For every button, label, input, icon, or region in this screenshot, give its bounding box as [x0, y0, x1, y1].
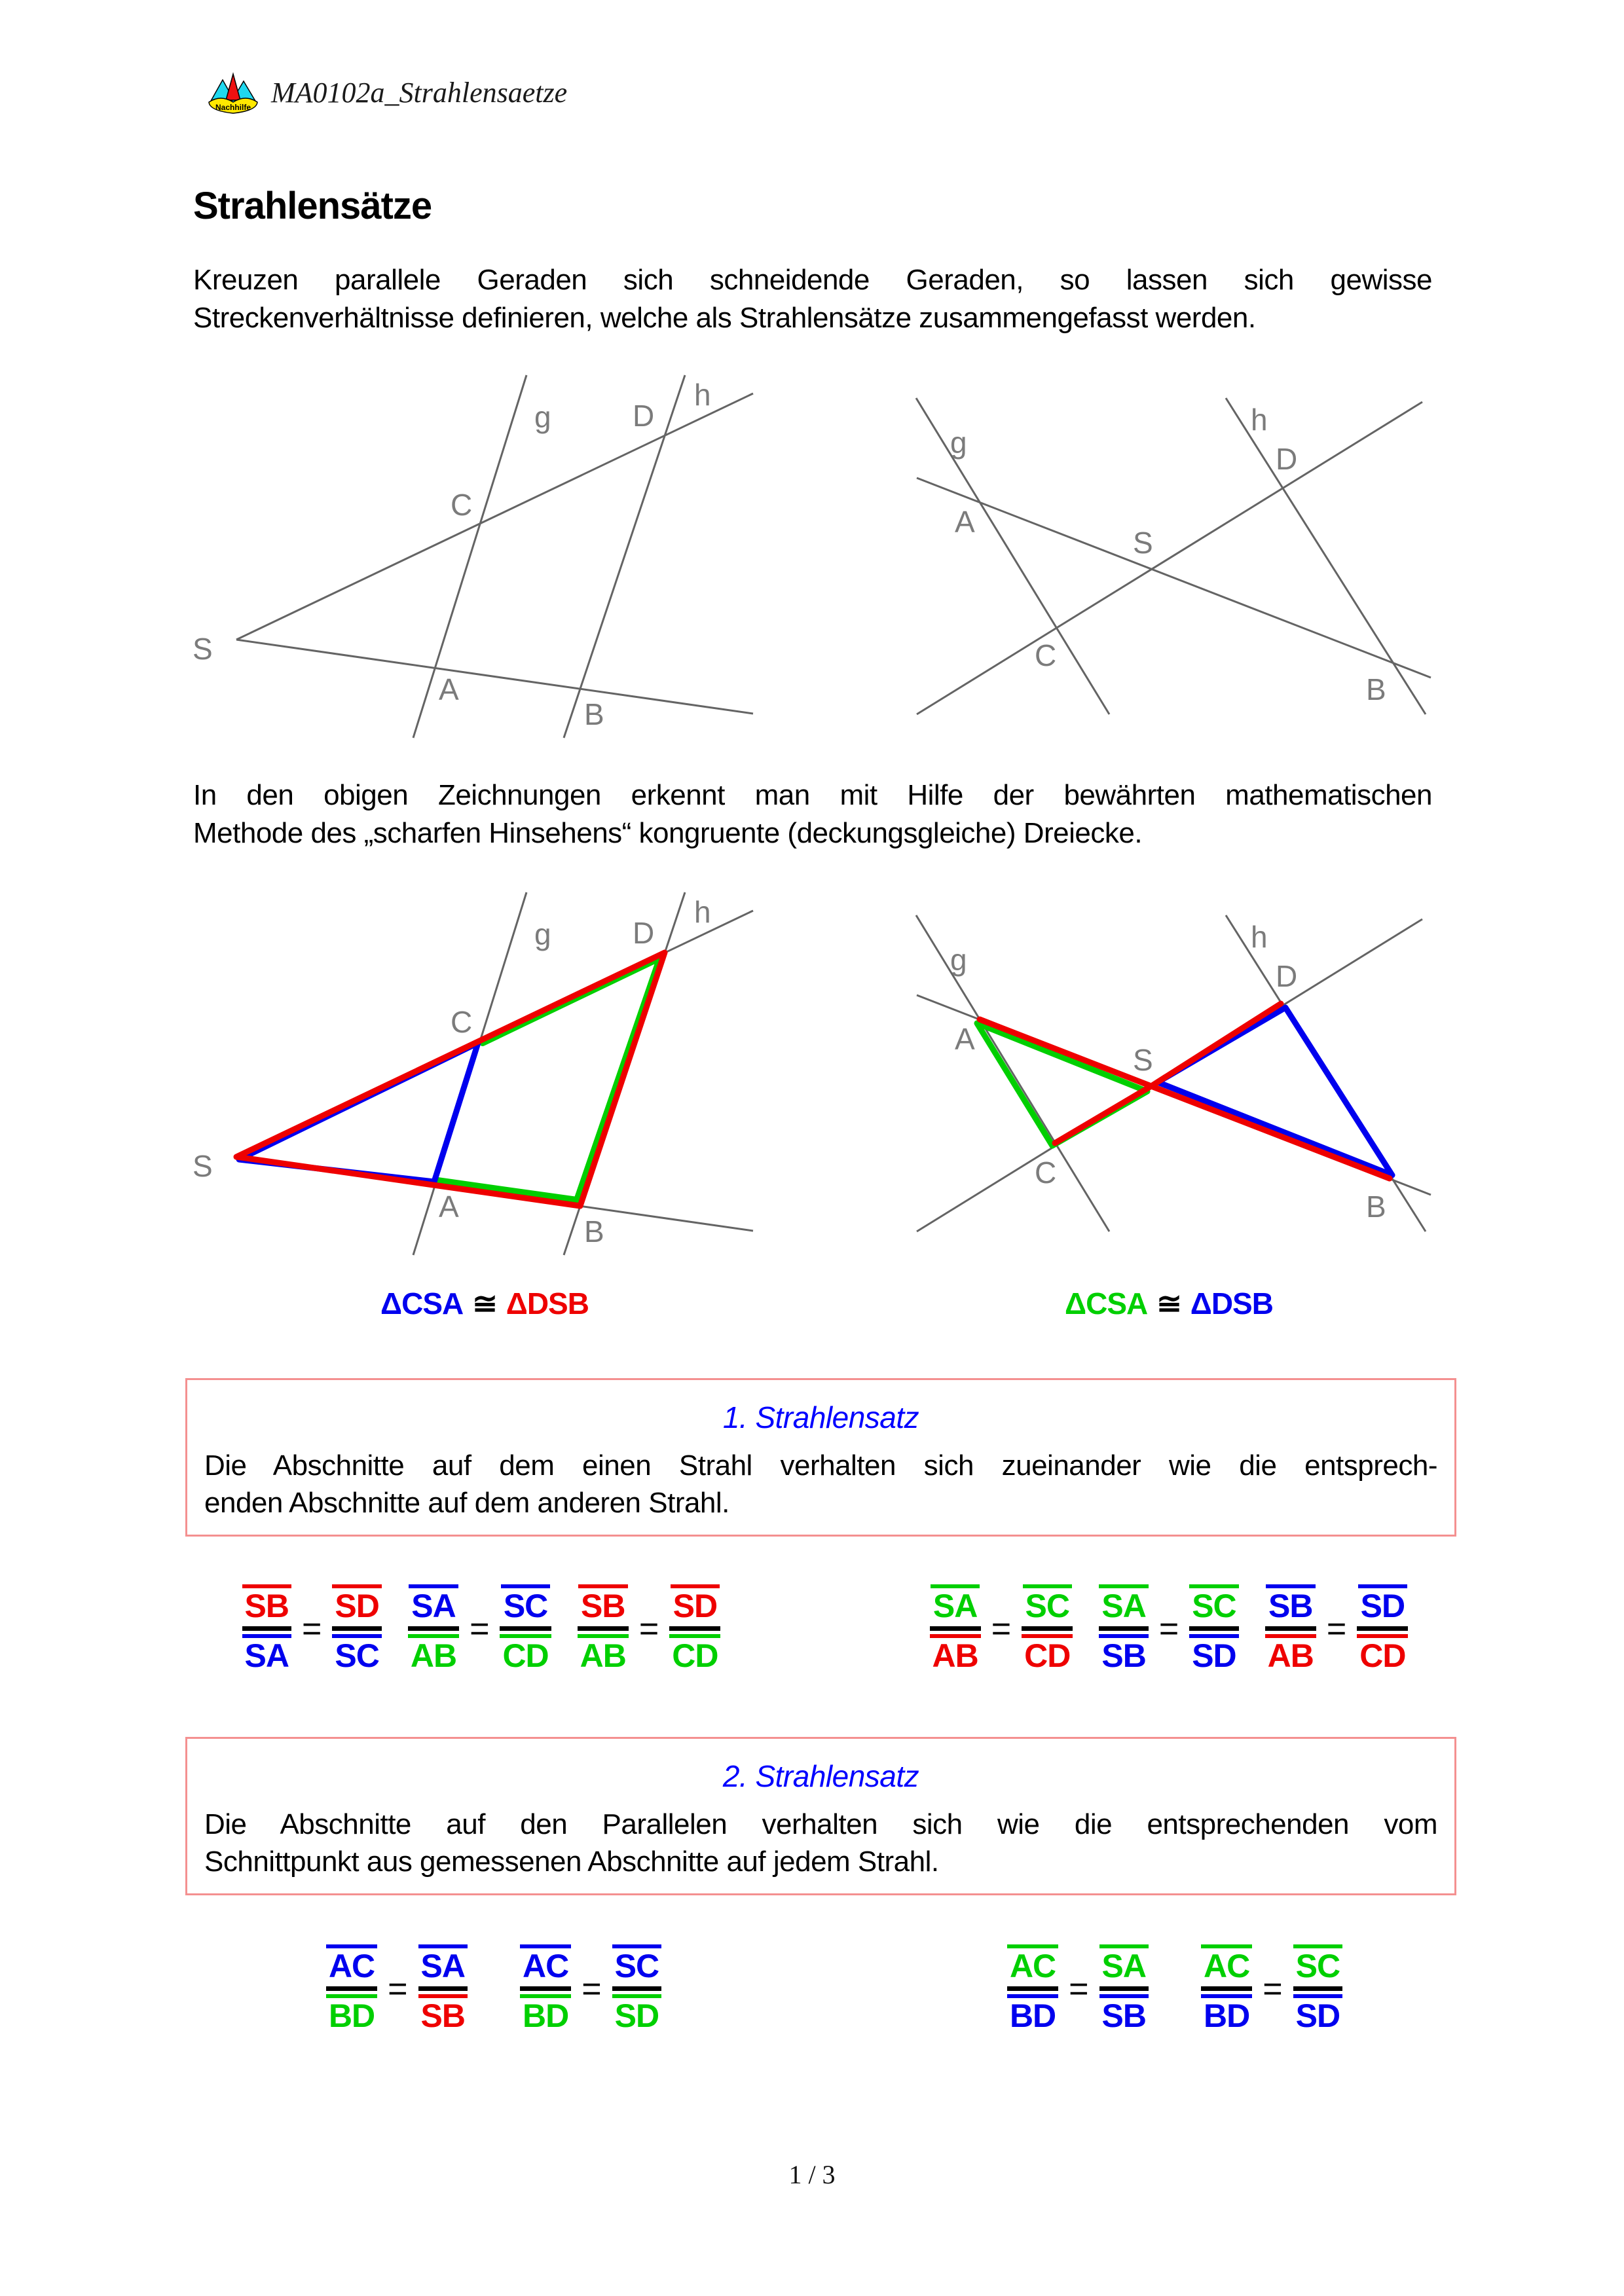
observation-line-1: In den obigen Zeichnungen erkennt man mit Hilfe der bewährten mathematischen: [193, 779, 1432, 811]
label-S: S: [1133, 1043, 1153, 1077]
proportion-equation: [326, 1944, 468, 2033]
theorem-1-line-2: enden Abschnitte auf dem anderen Strahl.: [204, 1487, 729, 1519]
congruence-term: ΔCSA: [380, 1286, 464, 1321]
label-C: C: [451, 1005, 473, 1039]
fraction-bar: [332, 1626, 381, 1631]
fraction-numerator: SD: [332, 1584, 381, 1623]
formula-row-1-left: [216, 1584, 747, 1673]
fraction-bar: [1022, 1626, 1073, 1631]
observation-paragraph: [193, 776, 1432, 852]
logo-text: Nachhilfe: [215, 103, 251, 112]
label-D: D: [633, 399, 655, 433]
red-triangle-SDB: [236, 953, 665, 1206]
segment-fraction: [408, 1584, 459, 1673]
header-doc-id: MA0102a_Strahlensaetze: [271, 77, 568, 109]
fraction-bar: [242, 1626, 291, 1631]
fraction-bar: [1007, 1986, 1058, 1991]
fraction-bar: [1357, 1626, 1408, 1631]
fraction-denominator: AB: [930, 1634, 981, 1673]
fraction-denominator: SC: [332, 1634, 381, 1673]
diagram-lines: [236, 892, 753, 1255]
fraction-denominator: SD: [612, 1994, 661, 2033]
fraction-numerator: SB: [578, 1584, 627, 1623]
equals-sign: =: [388, 1969, 408, 2008]
theorem-box-2: [185, 1737, 1456, 1895]
fraction-numerator: SC: [612, 1944, 661, 1983]
fraction-bar: [1201, 1986, 1252, 1991]
fraction-denominator: CD: [1357, 1634, 1408, 1673]
intro-line-2: Streckenverhältnisse definieren, welche als Strahlensätze zusammengefasst werden.: [193, 302, 1256, 334]
label-B: B: [584, 697, 604, 731]
blue-triangle-DSB: [1158, 1008, 1392, 1175]
proportion-equation: [1007, 1944, 1149, 2033]
theorem-2-body: [204, 1806, 1437, 1880]
label-g: g: [950, 426, 967, 460]
theorem-1-line-1: Die Abschnitte auf dem einen Strahl verhalten sich zueinander wie die entsprech-: [204, 1449, 1437, 1482]
segment-fraction: [1099, 1944, 1149, 2033]
diagram-rays-colored: [170, 874, 773, 1267]
proportion-equation: [578, 1584, 721, 1673]
fraction-numerator: SC: [1189, 1584, 1238, 1623]
diagram-lines: [236, 375, 753, 738]
label-B: B: [1366, 1190, 1386, 1224]
fraction-denominator: BD: [1201, 1994, 1252, 2033]
equals-sign: =: [581, 1969, 602, 2008]
fraction-numerator: AC: [520, 1944, 571, 1983]
label-h: h: [1251, 403, 1268, 437]
theorem-1-body: [204, 1447, 1437, 1522]
label-A: A: [439, 672, 459, 706]
segment-fraction: [578, 1584, 629, 1673]
fraction-denominator: AB: [408, 1634, 459, 1673]
segment-fraction: [1099, 1584, 1148, 1673]
diagram-rays-plain: [170, 357, 773, 750]
segment-fraction: [1357, 1584, 1408, 1673]
fraction-bar: [408, 1626, 459, 1631]
segment-fraction: [1293, 1944, 1342, 2033]
fraction-bar: [326, 1986, 377, 1991]
fraction-bar: [520, 1986, 571, 1991]
fraction-numerator: SC: [501, 1584, 550, 1623]
segment-fraction: [612, 1944, 661, 2033]
fraction-numerator: SB: [1266, 1584, 1315, 1623]
label-D: D: [1276, 959, 1298, 993]
fraction-numerator: SD: [671, 1584, 720, 1623]
equals-sign: =: [1263, 1969, 1283, 2008]
segment-fraction: [500, 1584, 551, 1673]
fraction-numerator: SD: [1358, 1584, 1407, 1623]
segment-fraction: [332, 1584, 381, 1673]
congruence-caption-right: [972, 1286, 1365, 1321]
fraction-denominator: SB: [1099, 1994, 1149, 2033]
label-A: A: [955, 505, 975, 539]
segment-fraction: [242, 1584, 291, 1673]
fraction-denominator: CD: [500, 1634, 551, 1673]
fraction-bar: [612, 1986, 661, 1991]
fraction-denominator: CD: [1022, 1634, 1073, 1673]
fraction-denominator: SD: [1189, 1634, 1238, 1673]
proportion-equation: [1099, 1584, 1238, 1673]
equals-sign: =: [991, 1609, 1012, 1648]
proportion-equation: [408, 1584, 551, 1673]
fraction-bar: [500, 1626, 551, 1631]
green-triangle-ASC: [977, 1023, 1147, 1146]
congruence-term: ≅: [472, 1286, 497, 1321]
formula-row-2-left: [229, 1944, 759, 2033]
equals-sign: =: [1158, 1609, 1179, 1648]
label-S: S: [1133, 526, 1153, 560]
fraction-numerator: SA: [1099, 1944, 1149, 1983]
fraction-bar: [1189, 1626, 1238, 1631]
theorem-1-title: 1. Strahlensatz: [722, 1400, 919, 1434]
segment-fraction: [930, 1584, 981, 1673]
congruence-term: ΔDSB: [1190, 1286, 1273, 1321]
proportion-equation: [520, 1944, 661, 2033]
fraction-denominator: AB: [1265, 1634, 1316, 1673]
formula-row-1-right: [904, 1584, 1434, 1673]
fraction-bar: [930, 1626, 981, 1631]
label-D: D: [633, 916, 655, 950]
segment-fraction: [1201, 1944, 1252, 2033]
segment-fraction: [669, 1584, 720, 1673]
fraction-numerator: SC: [1293, 1944, 1342, 1983]
equals-sign: =: [638, 1609, 659, 1648]
fraction-denominator: SB: [1099, 1634, 1148, 1673]
intro-paragraph: [193, 261, 1432, 337]
segment-fraction: [520, 1944, 571, 2033]
fraction-denominator: SB: [418, 1994, 468, 2033]
congruence-term: ≅: [1156, 1286, 1181, 1321]
fraction-numerator: SA: [409, 1584, 458, 1623]
label-h: h: [694, 895, 711, 929]
segment-fraction: [326, 1944, 377, 2033]
page-title: Strahlensätze: [193, 185, 432, 227]
proportion-equation: [1265, 1584, 1409, 1673]
page-number: 1 / 3: [788, 2160, 836, 2189]
fraction-numerator: AC: [1007, 1944, 1058, 1983]
fraction-numerator: SB: [242, 1584, 291, 1623]
label-C: C: [1035, 1156, 1057, 1190]
label-h: h: [694, 378, 711, 412]
label-C: C: [1035, 638, 1057, 672]
nachhilfe-logo-icon: [207, 72, 259, 115]
congruence-term: ΔDSB: [506, 1286, 589, 1321]
label-h: h: [1251, 920, 1268, 954]
fraction-bar: [1099, 1626, 1148, 1631]
fraction-numerator: SA: [931, 1584, 980, 1623]
fraction-numerator: AC: [326, 1944, 377, 1983]
label-A: A: [955, 1022, 975, 1056]
equals-sign: =: [1326, 1609, 1347, 1648]
label-S: S: [193, 632, 213, 666]
segment-fraction: [1007, 1944, 1058, 2033]
equals-sign: =: [302, 1609, 322, 1648]
label-A: A: [439, 1190, 459, 1224]
fraction-bar: [669, 1626, 720, 1631]
label-D: D: [1276, 442, 1298, 476]
observation-line-2: Methode des „scharfen Hinsehens“ kongruente (deckungsgleiche) Dreiecke.: [193, 817, 1143, 849]
fraction-bar: [418, 1986, 468, 1991]
proportion-equation: [1201, 1944, 1342, 2033]
fraction-numerator: SC: [1023, 1584, 1072, 1623]
diagram-lines: [916, 398, 1431, 714]
fraction-numerator: SA: [418, 1944, 468, 1983]
proportion-equation: [930, 1584, 1073, 1673]
theorem-box-1: [185, 1378, 1456, 1537]
fraction-denominator: BD: [326, 1994, 377, 2033]
equals-sign: =: [1069, 1969, 1089, 2008]
green-path-CDBA: [437, 958, 660, 1200]
label-S: S: [193, 1149, 213, 1183]
theorem-2-line-1: Die Abschnitte auf den Parallelen verhalten sich wie die entsprechenden vom: [204, 1808, 1437, 1840]
fraction-numerator: SA: [1099, 1584, 1148, 1623]
fraction-bar: [1099, 1986, 1149, 1991]
diagram-cross-colored: [838, 874, 1441, 1267]
congruence-term: ΔCSA: [1065, 1286, 1148, 1321]
fraction-denominator: CD: [669, 1634, 720, 1673]
fraction-denominator: SA: [242, 1634, 291, 1673]
label-B: B: [1366, 672, 1386, 706]
theorem-2-title: 2. Strahlensatz: [722, 1759, 919, 1793]
segment-fraction: [1265, 1584, 1316, 1673]
label-C: C: [451, 488, 473, 522]
intro-line-1: Kreuzen parallele Geraden sich schneidende Geraden, so lassen sich gewisse: [193, 264, 1432, 296]
fraction-bar: [578, 1626, 629, 1631]
label-g: g: [950, 943, 967, 977]
fraction-bar: [1293, 1986, 1342, 1991]
proportion-equation: [242, 1584, 382, 1673]
congruence-caption-left: [288, 1286, 681, 1321]
segment-fraction: [418, 1944, 468, 2033]
segment-fraction: [1189, 1584, 1238, 1673]
equals-sign: =: [470, 1609, 490, 1648]
fraction-denominator: SD: [1293, 1994, 1342, 2033]
diagram-cross-plain: [838, 357, 1441, 750]
fraction-denominator: BD: [1007, 1994, 1058, 2033]
segment-fraction: [1022, 1584, 1073, 1673]
formula-row-2-right: [910, 1944, 1440, 2033]
fraction-denominator: BD: [520, 1994, 571, 2033]
fraction-denominator: AB: [578, 1634, 629, 1673]
fraction-bar: [1265, 1626, 1316, 1631]
fraction-numerator: AC: [1201, 1944, 1252, 1983]
label-g: g: [534, 400, 551, 434]
theorem-2-line-2: Schnittpunkt aus gemessenen Abschnitte auf jedem Strahl.: [204, 1846, 939, 1878]
label-B: B: [584, 1214, 604, 1248]
label-g: g: [534, 917, 551, 951]
